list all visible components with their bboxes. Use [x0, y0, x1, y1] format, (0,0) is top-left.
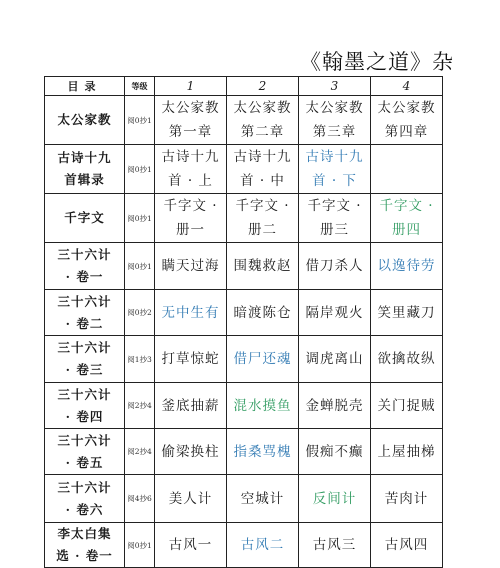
- row-title: [45, 523, 125, 568]
- table-row: [45, 290, 443, 336]
- lesson-text: 太公家教: [377, 100, 436, 116]
- lesson-text: 上屋抽梯: [377, 443, 436, 460]
- lesson-text: 釜底抽薪: [161, 397, 220, 414]
- table-row: [45, 243, 443, 290]
- row-title-line: · 卷三: [65, 362, 104, 377]
- lesson-text: 册四: [392, 222, 421, 238]
- row-title-line: 三十六计: [57, 479, 112, 495]
- catalog-header: 目录: [45, 77, 125, 96]
- lesson-cell[interactable]: [371, 475, 443, 523]
- level-cell: 阅0抄1: [125, 145, 155, 194]
- lesson-cell[interactable]: [371, 243, 443, 290]
- lesson-cell[interactable]: [227, 429, 299, 475]
- lesson-cell[interactable]: [155, 336, 227, 383]
- row-title-line: · 卷六: [65, 501, 104, 517]
- lesson-cell[interactable]: [371, 290, 443, 336]
- header-row: [45, 77, 443, 96]
- lesson-cell[interactable]: [299, 336, 371, 383]
- table-row: [45, 475, 443, 523]
- row-title-line: 千字文: [64, 210, 105, 225]
- lesson-text: 首 · 上: [168, 173, 213, 189]
- lesson-cell[interactable]: [299, 145, 371, 194]
- lesson-cell[interactable]: [227, 96, 299, 145]
- lesson-text: 首 · 下: [312, 173, 357, 189]
- lesson-cell[interactable]: [299, 523, 371, 568]
- table-row: [45, 96, 443, 145]
- level-cell: 阅4抄6: [125, 475, 155, 523]
- table-row: [45, 336, 443, 383]
- lesson-cell[interactable]: [155, 145, 227, 194]
- lesson-text: 假痴不癫: [305, 443, 364, 460]
- lesson-text: 打草惊蛇: [161, 351, 220, 367]
- lesson-cell[interactable]: [227, 145, 299, 194]
- lesson-text: 册三: [320, 222, 349, 238]
- row-title-line: · 卷二: [65, 315, 104, 331]
- lesson-text: 古风四: [384, 537, 429, 553]
- lesson-text: 暗渡陈仓: [233, 304, 292, 321]
- lesson-cell[interactable]: [299, 383, 371, 429]
- lesson-text: 太公家教: [233, 100, 292, 116]
- lesson-cell[interactable]: [227, 194, 299, 243]
- lesson-text: 第二章: [240, 124, 285, 140]
- lesson-text: 以逸待劳: [377, 258, 436, 274]
- lesson-cell[interactable]: [299, 290, 371, 336]
- row-title-line: 古诗十九: [57, 150, 112, 165]
- table-row: [45, 429, 443, 475]
- page-title: 《翰墨之道》杂: [300, 50, 454, 74]
- lesson-text: 第三章: [312, 124, 357, 140]
- lesson-cell[interactable]: [371, 145, 443, 194]
- lesson-cell[interactable]: [371, 194, 443, 243]
- lesson-cell[interactable]: [155, 96, 227, 145]
- lesson-text: 无中生有: [161, 304, 220, 321]
- row-title-line: 三十六计: [57, 432, 112, 448]
- row-title: [45, 194, 125, 243]
- lesson-cell[interactable]: [299, 96, 371, 145]
- lesson-cell[interactable]: [155, 194, 227, 243]
- lesson-text: 古风三: [312, 537, 357, 553]
- level-cell: 阅2抄4: [125, 383, 155, 429]
- lesson-text: 古诗十九: [233, 149, 292, 165]
- row-title-line: 太公家教: [57, 112, 112, 127]
- row-title-line: 李太白集: [57, 526, 112, 541]
- lesson-cell[interactable]: [227, 475, 299, 523]
- column-number-2: 2: [227, 77, 299, 96]
- lesson-text: 借尸还魂: [233, 351, 292, 367]
- lesson-text: 古风一: [168, 537, 213, 553]
- lesson-cell[interactable]: [371, 336, 443, 383]
- row-title: [45, 96, 125, 145]
- lesson-text: 美人计: [168, 490, 213, 507]
- lesson-cell[interactable]: [299, 243, 371, 290]
- lesson-text: 围魏救赵: [233, 258, 292, 274]
- row-title-line: 三十六计: [57, 293, 112, 309]
- table-row: [45, 194, 443, 243]
- row-title: [45, 383, 125, 429]
- lesson-cell[interactable]: [155, 243, 227, 290]
- lesson-cell[interactable]: [227, 383, 299, 429]
- catalog-table: [44, 76, 443, 568]
- lesson-text: 调虎离山: [305, 351, 364, 367]
- row-title: [45, 243, 125, 290]
- level-cell: 阅0抄1: [125, 243, 155, 290]
- lesson-cell[interactable]: [299, 429, 371, 475]
- level-header: 等级: [125, 77, 155, 96]
- lesson-text: 反间计: [312, 490, 357, 507]
- lesson-cell[interactable]: [299, 475, 371, 523]
- row-title: [45, 429, 125, 475]
- lesson-text: 第一章: [168, 124, 213, 140]
- lesson-text: 册一: [176, 222, 205, 238]
- lesson-text: 欲擒故纵: [377, 351, 436, 367]
- column-number-3: 3: [299, 77, 371, 96]
- lesson-text: 金蝉脱壳: [305, 397, 364, 414]
- level-cell: 阅0抄1: [125, 523, 155, 568]
- lesson-cell[interactable]: [155, 290, 227, 336]
- lesson-text: 古诗十九: [161, 149, 220, 165]
- lesson-cell[interactable]: [155, 383, 227, 429]
- lesson-cell[interactable]: [155, 475, 227, 523]
- table-row: [45, 383, 443, 429]
- lesson-text: 太公家教: [161, 100, 220, 116]
- level-cell: 阅0抄1: [125, 194, 155, 243]
- lesson-text: 关门捉贼: [377, 397, 436, 414]
- lesson-text: 太公家教: [305, 100, 364, 116]
- lesson-cell[interactable]: [227, 523, 299, 568]
- row-title-line: 三十六计: [57, 247, 112, 262]
- row-title: [45, 475, 125, 523]
- lesson-text: 千字文 ·: [379, 198, 434, 214]
- lesson-text: 古诗十九: [305, 149, 364, 165]
- lesson-text: 混水摸鱼: [233, 397, 292, 414]
- lesson-text: 古风二: [240, 537, 285, 553]
- lesson-text: 空城计: [240, 490, 285, 507]
- lesson-text: 千字文 ·: [235, 198, 290, 214]
- level-cell: 阅0抄2: [125, 290, 155, 336]
- lesson-text: 瞒天过海: [161, 258, 220, 274]
- row-title-line: 三十六计: [57, 386, 112, 402]
- row-title: [45, 290, 125, 336]
- lesson-text: 隔岸观火: [305, 304, 364, 321]
- row-title-line: · 卷四: [65, 408, 104, 424]
- table-row: [45, 523, 443, 568]
- lesson-cell[interactable]: [299, 194, 371, 243]
- lesson-text: 千字文 ·: [307, 198, 362, 214]
- level-cell: 阅2抄4: [125, 429, 155, 475]
- row-title-line: 三十六计: [57, 340, 112, 355]
- lesson-cell[interactable]: [227, 290, 299, 336]
- lesson-cell[interactable]: [155, 523, 227, 568]
- lesson-cell[interactable]: [371, 383, 443, 429]
- lesson-text: 第四章: [384, 124, 429, 140]
- level-cell: 阅0抄1: [125, 96, 155, 145]
- lesson-text: 册二: [248, 222, 277, 238]
- lesson-cell[interactable]: [155, 429, 227, 475]
- lesson-cell[interactable]: [371, 96, 443, 145]
- row-title-line: · 卷一: [65, 269, 104, 284]
- lesson-text: 偷梁换柱: [161, 443, 220, 460]
- lesson-cell[interactable]: [227, 336, 299, 383]
- lesson-text: 笑里藏刀: [377, 304, 436, 321]
- row-title: [45, 336, 125, 383]
- row-title-line: 选 · 卷一: [56, 548, 113, 563]
- lesson-text: 借刀杀人: [305, 258, 364, 274]
- lesson-cell[interactable]: [371, 429, 443, 475]
- table-row: [45, 145, 443, 194]
- row-title-line: 首辑录: [64, 172, 105, 187]
- level-cell: 阅1抄3: [125, 336, 155, 383]
- row-title: [45, 145, 125, 194]
- lesson-cell[interactable]: [227, 243, 299, 290]
- lesson-text: 指桑骂槐: [233, 443, 292, 460]
- lesson-cell[interactable]: [371, 523, 443, 568]
- column-number-1: 1: [155, 77, 227, 96]
- column-number-4: 4: [371, 77, 443, 96]
- lesson-text: 千字文 ·: [163, 198, 218, 214]
- row-title-line: · 卷五: [65, 454, 104, 470]
- lesson-text: 苦肉计: [384, 490, 429, 507]
- lesson-text: 首 · 中: [240, 173, 285, 189]
